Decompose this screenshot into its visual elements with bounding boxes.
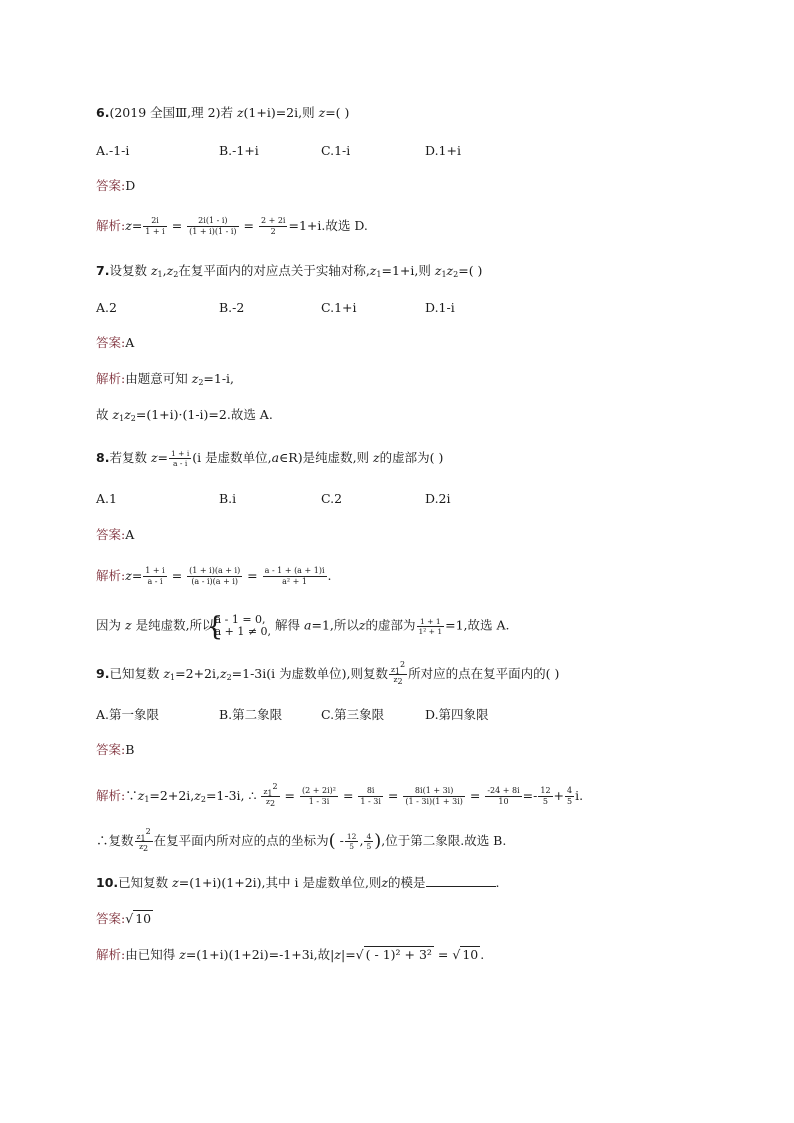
- q9-line2-frac: $\frac{z_1^2}{z_2}$: [136, 827, 151, 853]
- q8-frac-1: $\frac{1 + i}{a - i}$: [145, 566, 165, 586]
- analysis-label: 解析:: [96, 788, 126, 803]
- q8-frac-2: $\frac{(1 + i)(a + i)}{(a - i)(a + i)}$: [189, 566, 241, 586]
- q9-coord-y: $\frac{4}{5}$: [366, 832, 372, 851]
- q8-option-b: B.i: [219, 491, 237, 506]
- q9-stem-frac: $\frac{z_1^2}{z_2}$: [390, 660, 406, 686]
- q9-number: 9.: [96, 666, 110, 681]
- answer-label: 答案:: [96, 527, 126, 542]
- q9-answer: 答案:B: [96, 742, 135, 757]
- q8-stem: 8.若复数 z= $\frac{1 + i}{a - i}$ (i 是虚数单位,a∈R)是纯虚数,则 z的虚部为( ): [96, 449, 444, 468]
- analysis-label: 解析:: [96, 947, 126, 962]
- q9-option-d: D.第四象限: [425, 707, 489, 722]
- answer-blank: [426, 874, 496, 887]
- q9-analysis-line-2: ∴复数 $\frac{z_1^2}{z_2}$ 在复平面内所对应的点的坐标为( - $\frac{12}{5}$ , $\frac{4}{5}$ ),位于第二象限.故选 B.: [96, 827, 507, 853]
- q9-frac-2: $\frac{\text{(2 + 2i)²}}{1 - 3i}$: [302, 786, 336, 806]
- q8-analysis: 解析:z= $\frac{1 + i}{a - i}$ = $\frac{(1 + i)(a + i)}{(a - i)(a + i)}$ = $\frac{a - 1 + (a + 1)i}{\text{a² + 1}}$ .: [96, 566, 332, 586]
- q8-option-c: C.2: [321, 491, 343, 506]
- answer-label: 答案:: [96, 335, 126, 350]
- q8-answer: 答案:A: [96, 527, 135, 542]
- q8-stem-frac: $\frac{1 + i}{a - i}$: [171, 449, 190, 468]
- q9-analysis: 解析$:\because z_1=2+2i,z_2=1-3i$, ∴ $\frac{z_1^2}{z_2}$ = $\frac{\text{(2 + 2i)²}}{1 - 3i}$ = $\frac{8i}{1 - 3i}$ = $\frac{8i(1 + 3i)}{(1 - 3i)(1 + 3i)}$ = $\frac{-24 + 8i}{10}$ =- $\frac{12}{5}$ + $\frac{4}{5}$ i.: [96, 782, 584, 808]
- q8-analysis-line-2: 因为 z 是纯虚数,所以 { a - 1 = 0, a + 1 ≠ 0, 解得 a=1,所以z的虚部为 $\frac{1 + 1}{\text{1² + 1}}$ =1,故选 A.: [96, 612, 510, 642]
- q10-answer-sqrt: √ 10: [125, 911, 152, 926]
- q9-frac-1: $\frac{z_1^2}{z_2}$: [263, 782, 278, 808]
- q8-frac-3: $\frac{a - 1 + (a + 1)i}{\text{a² + 1}}$: [264, 566, 325, 586]
- answer-label: 答案:: [96, 911, 126, 926]
- q9-option-b: B.第二象限: [219, 707, 283, 722]
- q9-frac-5: $\frac{-24 + 8i}{10}$: [487, 786, 520, 806]
- q6-stem: 6.(2019 全国Ⅲ,理 2)若 z(1+i)=2i,则 z=( ): [96, 105, 350, 120]
- q6-frac-3: $\frac{2 + 2i}{2}$: [260, 216, 286, 236]
- q9-frac-4: $\frac{8i(1 + 3i)}{(1 - 3i)(1 + 3i)}$: [405, 786, 463, 806]
- q8-frac-4: $\frac{1 + 1}{\text{1² + 1}}$: [418, 616, 443, 636]
- q6-answer: 答案:D: [96, 178, 136, 193]
- q10-number: 10.: [96, 875, 119, 890]
- answer-label: 答案:: [96, 742, 126, 757]
- q8-system: { a - 1 = 0, a + 1 ≠ 0,: [206, 612, 272, 642]
- analysis-label: 解析:: [96, 568, 126, 583]
- q7-option-a: A.2: [96, 300, 117, 315]
- q6-number: 6.: [96, 105, 110, 120]
- q8-number: 8.: [96, 450, 110, 465]
- q9-option-c: C.第三象限: [321, 707, 385, 722]
- q10-modulus-sqrt: √ ( - 1)² + 3²: [355, 947, 432, 962]
- q7-answer: 答案:A: [96, 335, 135, 350]
- q6-option-c: C.1-i: [321, 143, 351, 158]
- q6-option-a: A.-1-i: [96, 143, 130, 158]
- q6-option-b: B.-1+i: [219, 143, 259, 158]
- q8-option-a: A.1: [96, 491, 117, 506]
- q6-frac-1: $\frac{2i}{1 + i}$: [145, 216, 165, 236]
- q6-analysis: 解析:z= $\frac{2i}{1 + i}$ = $\frac{2i(1 - i)}{(1 + i)(1 - i)}$ = $\frac{2 + 2i}{2}$ =1+i.故选 D.: [96, 216, 368, 236]
- analysis-label: 解析:: [96, 371, 126, 386]
- q9-frac-7: $\frac{4}{5}$: [567, 786, 573, 806]
- q9-frac-6: $\frac{12}{5}$: [540, 786, 551, 806]
- q7-option-d: D.1-i: [425, 300, 455, 315]
- answer-label: 答案:: [96, 178, 126, 193]
- q10-stem: 10.已知复数 z=(1+i)(1+2i),其中 i 是虚数单位,则z的模是 .: [96, 875, 500, 890]
- q7-analysis-line-2: 故 $z_1z_2=(1+i)\cdot(1-i)=2$.故选 A.: [96, 407, 273, 423]
- q6-option-d: D.1+i: [425, 143, 461, 158]
- q10-answer: [96, 910, 153, 928]
- q7-stem: 7.设复数 $z_1,z_2$在复平面内的对应点关于实轴对称$,z_1=1+i$,则 $z_1z_2=$( ): [96, 263, 483, 279]
- q7-analysis: 解析:由题意可知 $z_2=1-i$,: [96, 371, 235, 387]
- q9-coord-x: $\frac{12}{5}$: [346, 832, 357, 851]
- q9-option-a: A.第一象限: [96, 707, 160, 722]
- q9-frac-3: $\frac{8i}{1 - 3i}$: [360, 786, 381, 806]
- q10-result-sqrt: √ 10: [452, 947, 479, 962]
- q8-option-d: D.2i: [425, 491, 451, 506]
- q7-option-c: C.1+i: [321, 300, 357, 315]
- q7-number: 7.: [96, 263, 110, 278]
- q10-analysis: 解析:由已知得 z=(1+i)(1+2i)=-1+3i,故|z|=√ ( - 1)² + 3² = √ 10 .: [96, 947, 485, 962]
- analysis-label: 解析:: [96, 218, 126, 233]
- q7-option-b: B.-2: [219, 300, 245, 315]
- q9-stem: 9.已知复数 $z_1=2+2i,z_2=1-3i(i$ 为虚数单位),则复数 $\frac{z_1^2}{z_2}$ 所对应的点在复平面内的( ): [96, 660, 560, 686]
- q6-frac-2: $\frac{2i(1 - i)}{(1 + i)(1 - i)}$: [189, 216, 237, 236]
